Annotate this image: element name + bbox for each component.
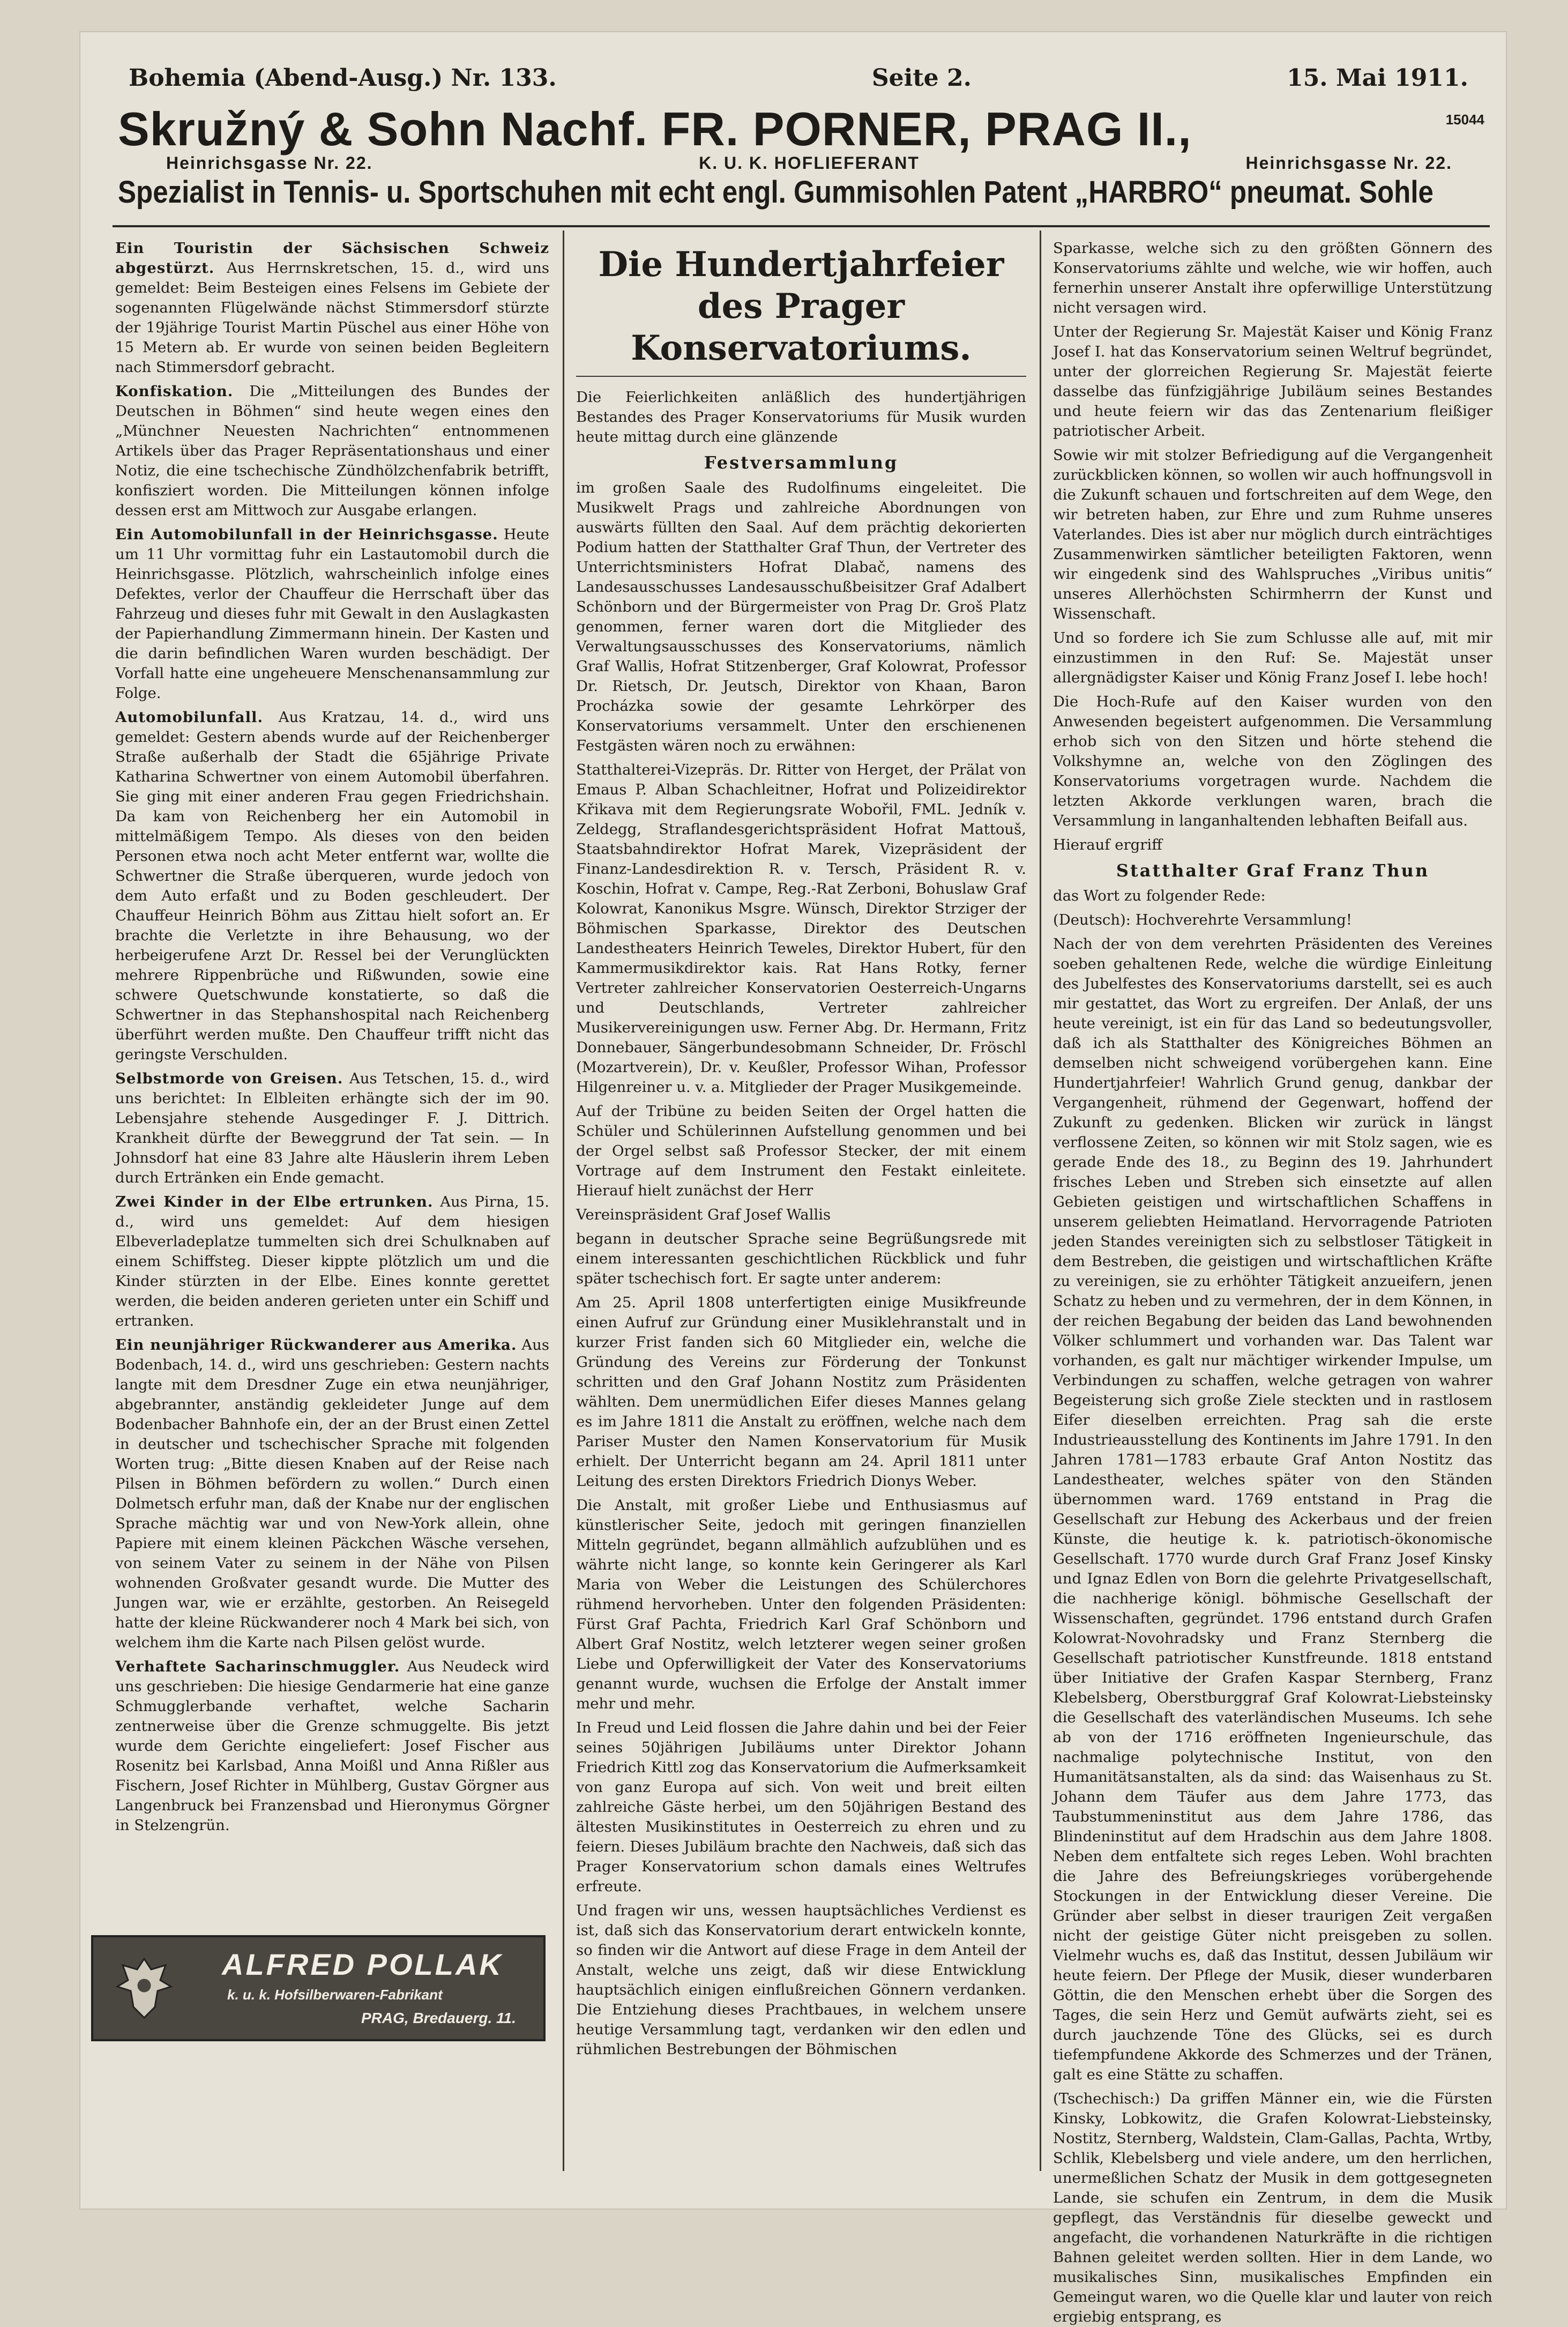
article-paragraph: das Wort zu folgender Rede: — [1053, 887, 1266, 904]
article-continued-part-b — [1053, 886, 1492, 2327]
news-item-text: Aus Pirna, 15. d., wird uns gemeldet: Auf dem hiesigen Elbeverladeplatze tummelten sich drei Schulknaben auf einem Schiffsteg. Dieser kippte plötzlich um und die Kinder stürzten in der Elbe. Eines konnte gerettet werden, die beiden anderen gerieten unter ein Schiff und ertranken. — [115, 1193, 549, 1329]
ad-address-left: Heinrichsgasse Nr. 22. — [166, 153, 373, 173]
ad-address-right: Heinrichsgasse Nr. 22. — [1245, 153, 1452, 173]
article-paragraph: Nach der von dem verehrten Präsidenten des Vereines soeben gehaltenen Rede, welche die würdige Einleitung des Jubelfestes des Konservatoriums darstellt, sei es auch mir gestattet, das Wort zu ergreifen. Der Anlaß, der uns heute vereinigt, ist ein für das Land so bedeutungsvoller, daß ich als Statthalter des Königreiches Böhmen an demselben nicht schweigend vorübergehen kann. Eine Hundertjahrfeier! Wahrlich Grund genug, dankbar der Vergangenheit, rühmend der Gegenwart, hoffend der Zukunft zu gedenken. Blicken wir zurück in längst verflossene Zeiten, so können wir mit Stolz sagen, wie es gerade Ende des 18., zu Beginn des 19. Jahrhundert frisches Leben und Streben sich einsetzte auf allen Gebieten geistigen und wirtschaftlichen Schaffens in unserem geliebten Heimatland. Hervorragende Patrioten jeden Standes vereinigten sich zu selbstloser Tätigkeit in dem Bestreben, die geistigen und wirtschaftlichen Kräfte zu vereinigen, sie zu erhöhter Tätigkeit anzueifern, jenen Schatz zu heben und zu vermehren, der in dem Können, in der reichen Begabung der beiden das Land bewohnenden Völker schlummert und vorhanden war. Das Talent war vorhanden, es galt nur mächtiger wirkender Impulse, um Verbindungen zu schaffen, welche getragen von wahrer Begeisterung sich große Ziele steckten und in rastlosem Eifer dieselben erreichten. Prag sah die erste Industrieausstellung des Kontinents im Jahre 1791. In den Jahren 1781—1783 erbaute Graf Anton Nostitz das Landestheater, welches später von den Ständen übernommen ward. 1769 entstand in Prag die Gesellschaft zur Hebung des Ackerbaus und der freien Künste, die heutige k. k. patriotisch-ökonomische Gesellschaft. 1770 wurde durch Graf Franz Josef Kinsky und Ignaz Edlen von Born die gelehrte Privatgesellschaft, die nachherige königl. böhmische Gesellschaft der Wissenschaften, gegründet. 1796 entstand durch Grafen Kolowrat-Novohradsky und Franz Sternberg die Gesellschaft patriotischer Kunstfreunde. 1818 entstand über Initiative der Grafen Kaspar Sternberg, Franz Klebelsberg, Oberstburggraf Graf Kolowrat-Liebsteinsky die Gesellschaft des vaterländischen Museums. Ich sehe ab von der 1716 eröffneten Ingenieurschule, das nachmalige polytechnische Institut, von den Humanitätsanstalten, als da sind: das Waisenhaus zu St. Johann dem Täufer aus dem Jahre 1773, das Taubstummeninstitut aus dem Jahre 1786, das Blindeninstitut auf dem Hradschin aus dem Jahre 1808. Neben dem entfaltete sich reges Leben. Wohl brachten die Jahre des Befreiungskrieges vorübergehende Stockungen in der Entwicklung dieser Vereine. Die Gründer aber selbst in dieser traurigen Zeit vergaßen nicht der geistige Güter nicht preisgeben zu sollen. Vielmehr wuchs es, daß das Institut, dessen Jubiläum wir heute feiern. Der Pflege der Musik, dieser wunderbaren Göttin, die den Menschen erhebt über die Sorgen des Tages, die sein Herz und Gemüt aufwärts zieht, sei es durch jauchzende Töne des Glücks, sei es durch tiefempfundene Akkorde des Schmerzes und der Tränen, galt es eine Stätte zu schaffen. — [1053, 935, 1492, 2083]
news-item-heading: Ein Automobilunfall in der Heinrichsgasse. — [115, 526, 498, 543]
article-paragraph: (Deutsch): Hochverehrte Versammlung! — [1053, 911, 1352, 928]
news-item-heading: Konfiskation. — [115, 383, 234, 400]
article-paragraph: Und so fordere ich Sie zum Schlusse alle auf, mit mir einzustimmen in den Ruf: Se. Majestät unser allergnädigster Kaiser und König Franz Josef I. lebe hoch! — [1053, 629, 1492, 686]
ad-slogan: Spezialist in Tennis- u. Sportschuhen mit echt engl. Gummisohlen Patent „HARBRO“ pneumat. Sohle — [118, 175, 1433, 210]
news-item-text: Aus Bodenbach, 14. d., wird uns geschrieben: Gestern nachts langte mit dem Dresdner Zuge ein etwa neunjähriger, abgebrannter, anständig gekleideter Junge auf dem Bodenbacher Bahnhofe ein, der an der Brust einen Zettel in deutscher und tschechischer Sprache mit folgenden Worten trug: „Bitte diesen Knaben auf der Reise nach Pilsen in Böhmen befördern zu wollen.“ Durch einen Dolmetsch erfuhr man, daß der Knabe nur der englischen Sprache mächtig war und von New-York allein, ohne Papiere mit einem kleinen Päckchen Wäsche versehen, von seinem Vater zu seinem in der Nähe von Pilsen wohnenden Großvater gesandt wurde. Die Mutter des Jungen war, wie er erzählte, gestorben. An Reisegeld hatte der kleine Rückwanderer noch 4 Mark bei sich, von welchem ihm die Karte nach Pilsen gelöst wurde. — [115, 1336, 549, 1651]
news-item-text: Aus Tetschen, 15. d., wird uns berichtet: In Elbleiten erhängte sich der im 90. Lebensjahre stehende Ausgedinger F. J. Dittrich. Krankheit dürfte der Beweggrund der Tat sein. — In Johnsdorf hat eine 83 Jahre alte Häuslerin ihrem Leben durch Ertränken ein Ende gemacht. — [115, 1070, 550, 1186]
article-paragraph: Sparkasse, welche sich zu den größten Gönnern des Konservatoriums zählte und welche, wie wir hoffen, auch fernerhin unserer Anstalt ihre opferwillige Unterstützung nicht versagen wird. — [1053, 240, 1492, 316]
news-item — [115, 1069, 549, 1188]
article-paragraph: (Tschechisch:) Da griffen Männer ein, wie die Fürsten Kinsky, Lobkowitz, die Grafen Kolowrat-Liebsteinsky, Nostitz, Sternberg, Waldstein, Clam-Gallas, Pachta, Wrtby, Schlik, Klebelsberg und viele andere, um den herrlichen, unermeßlichen Schatz der Musik in dem gottgesegneten Lande, sie schufen ein Zentrum, in dem die Musik gepflegt, das Verständnis für dieselbe geweckt und angefacht, die vorhandenen Naturkräfte in die richtigen Bahnen geleitet werden sollten. Hier in dem Lande, wo musikalisches Sinn, musikalisches Empfinden ein Gemeingut waren, wo die Quelle klar und lauter von reich ergiebig entsprang, es — [1053, 2090, 1492, 2325]
ad-code: 15044 — [1445, 111, 1484, 128]
article-body — [576, 478, 1026, 2060]
news-item — [115, 1335, 549, 1653]
ad-firm-name: Skružný & Sohn Nachf. FR. PORNER, PRAG II., — [118, 102, 1192, 155]
news-item — [115, 382, 549, 521]
column-local-news — [115, 239, 549, 2184]
news-item-heading: Automobilunfall. — [115, 709, 264, 726]
news-item-heading: Zwei Kinder in der Elbe ertrunken. — [115, 1193, 434, 1210]
article-paragraph: Die Anstalt, mit großer Liebe und Enthusiasmus auf künstlerischer Seite, jedoch mit geringen finanziellen Mitteln gegründet, begann allmählich aufzublühen und es währte nicht lange, so konnte kein Geringerer als Karl Maria von Weber die Leistungen des Schülerchores rühmend hervorheben. Unter den folgenden Präsidenten: Fürst Graf Pachta, Friedrich Karl Graf Schönborn und Albert Graf Nostitz, welch letzterer wegen seiner großen Liebe und Opferwilligkeit der Vater des Konservatoriums genannt wurde, wuchsen die Erfolge der Anstalt immer mehr und mehr. — [576, 1497, 1026, 1712]
article-paragraph: Statthalterei-Vizepräs. Dr. Ritter von Herget, der Prälat von Emaus P. Alban Schachleitner, Hofrat und Polizeidirektor Křikava mit dem Regierungsrate Wobořil, FML. Jedník v. Zeldegg, Straflandesgerichtspräsident Hofrat Mattouš, Staatsbahndirektor Hofrat Marek, Vizepräsident der Finanz-Landesdirektion R. v. Tersch, Präsident R. v. Koschin, Hofrat v. Campe, Reg.-Rat Zerboni, Bohuslaw Graf Kolowrat, Kanonikus Msgre. Wünsch, Direktor Strziger der Böhmischen Sparkasse, Direktor des Deutschen Landestheaters Heinrich Teweles, Direktor Hubert, für den Kammermusikdirektor kais. Rat Hans Rotky, ferner Vertreter zahlreicher Konservatorien Oesterreich-Ungarns und Deutschlands, Vertreter zahlreicher Musikervereinigungen usw. Ferner Abg. Dr. Hermann, Fritz Donnebauer, Sängerbundesobmann Schneider, Dr. Fröschl (Mozartverein), Dr. v. Keußler, Professor Wihan, Professor Hilgenreiner u. v. a. Mitglieder der Prager Musikgemeinde. — [576, 761, 1026, 1096]
header-date: 15. Mai 1911. — [1287, 64, 1468, 92]
article-paragraph: Sowie wir mit stolzer Befriedigung auf die Vergangenheit zurückblicken können, so wollen wir auch hoffnungsvoll in die Zukunft schauen und fortschreiten auf dem Wege, den wir betreten haben, zur Ehre und zum Ruhme unseres Vaterlandes. Dies ist aber nur möglich durch einträchtiges Zusammenwirken sämtlicher beteiligten Faktoren, wenn wir eingedenk sind des Wahlspruches „Viribus unitis“ unseres Allerhöchsten Schirmherrn der Kunst und Wissenschaft. — [1053, 447, 1492, 622]
news-item-heading: Ein neunjähriger Rückwanderer aus Amerika. — [115, 1336, 517, 1354]
advertisement-pollak — [91, 1935, 546, 2041]
header-publication: Bohemia (Abend-Ausg.) Nr. 133. — [129, 64, 557, 92]
article-paragraph: Und fragen wir uns, wessen hauptsächliches Verdienst es ist, daß sich das Konservatorium derart entwickeln konnte, so finden wir die Antwort auf diese Frage in dem Anteil der Anstalt, welche uns zeigt, daß wir diese Entwicklung hauptsächlich einigen einflußreichen Gönnern verdanken. Die Entziehung dieses Prachtbaues, in welchem unsere heutige Versammlung tagt, verdanken wir den edlen und rühmlichen Bestrebungen der Böhmischen — [576, 1902, 1026, 2058]
column-rule-2 — [1040, 231, 1041, 2171]
article-intro: Die Feierlichkeiten anläßlich des hundertjährigen Bestandes des Prager Konservatoriums für Musik wurden heute mittag durch eine glänzende — [576, 389, 1026, 445]
article-paragraph: Am 25. April 1808 unterfertigten einige Musikfreunde einen Aufruf zur Gründung einer Musiklehranstalt und in kurzer Frist fanden sich 60 Mitglieder ein, welche die Gründung des Vereins zur Förderung der Tonkunst schritten und den Graf Johann Nostitz zum Präsidenten wählten. Dem unermüdlichen Eifer dieses Mannes gelang es im Jahre 1811 die Anstalt zu eröffnen, welche nach dem Pariser Muster den Namen Konservatorium für Musik erhielt. Der Unterricht begann am 24. April 1811 unter Leitung des ersten Direktors Friedrich Dionys Weber. — [576, 1294, 1026, 1490]
news-item — [115, 525, 549, 703]
news-item-heading: Selbstmorde von Greisen. — [115, 1070, 344, 1087]
header-page-number: Seite 2. — [871, 64, 972, 92]
eagle-emblem-icon — [115, 1953, 174, 2023]
news-item — [115, 239, 549, 377]
ad-pollak-name: ALFRED POLLAK — [222, 1947, 503, 1981]
column-rule-1 — [563, 231, 564, 2171]
column-conservatory-continued — [1053, 239, 1492, 2325]
news-item — [115, 708, 549, 1065]
header-rule — [113, 225, 1490, 227]
ad-address-line — [118, 153, 1490, 173]
news-item-text: Heute um 11 Uhr vormittag fuhr ein Lastautomobil durch die Heinrichsgasse. Plötzlich, wahrscheinlich infolge eines Defektes, verlor der Chauffeur die Herrschaft über das Fahrzeug und dieses fuhr mit Gewalt in den Auslagkasten der Papierhandlung Zimmermann hinein. Der Kasten und die darin befindlichen Waren wurden beschädigt. Der Vorfall hatte eine ungeheuere Menschenansammlung zur Folge. — [115, 526, 549, 702]
article-paragraph: Die Hoch-Rufe auf den Kaiser wurden von den Anwesenden begeistert aufgenommen. Die Versammlung erhob sich von den Sitzen und hörte stehend die Volkshymne an, welche von den Zöglingen des Konservatoriums vorgetragen wurde. Nachdem die letzten Akkorde verklungen waren, brach die Versammlung in langanhaltenden lebhaften Beifall aus. — [1053, 693, 1492, 829]
article-paragraph: Vereinspräsident Graf Josef Wallis — [576, 1206, 831, 1223]
article-paragraph: In Freud und Leid flossen die Jahre dahin und bei der Feier seines 50jährigen Jubiläums unter Direktor Johann Friedrich Kittl zog das Konservatorium die Aufmerksamkeit von ganz Europa auf sich. Von weit und breit eilten zahlreiche Gäste herbei, um den 50jährigen Bestand des ältesten Musikinstitutes in Oesterreich zu ehren und zu feiern. Dieses Jubiläum brachte den Nachweis, daß sich das Prager Konservatorium schon damals eines Weltrufes erfreute. — [576, 1719, 1026, 1895]
ad-pollak-address: PRAG, Bredauerg. 11. — [361, 2010, 516, 2026]
news-item-text: Die „Mitteilungen des Bundes der Deutschen in Böhmen“ sind heute wegen eines den „Münchner Neuesten Nachrichten“ entnommenen Artikels über das Prager Repräsentationshaus und einer Notiz, die eine tschechische Zündhölzchenfabrik betrifft, konfisziert worden. Die Mitteilungen können infolge dessen erst am Mittwoch zur Ausgabe erlangen. — [115, 383, 549, 519]
section-heading-festversammlung: Festversammlung — [704, 452, 899, 473]
ad-court-supplier: K. U. K. HOFLIEFERANT — [699, 153, 920, 173]
advertisement-porner — [118, 102, 1490, 214]
article-paragraph: Auf der Tribüne zu beiden Seiten der Orgel hatten die Schüler und Schülerinnen Aufstellung genommen und bei der Orgel selbst saß Professor Stecker, der mit einem Vortrage auf dem Instrument den Festakt einleitete. Hierauf hielt zunächst der Herr — [576, 1103, 1026, 1199]
news-item — [115, 1657, 549, 1835]
news-item-heading: Verhaftete Sacharinschmuggler. — [115, 1658, 400, 1675]
news-item-text: Aus Herrnskretschen, 15. d., wird uns gemeldet: Beim Besteigen eines Felsens im Gebiete der sogenannten Flügelwände nächst Stimmersdorf stürzte der 19jährige Tourist Martin Püschel aus einer Höhe von 15 Metern ab. Er wurde von seinen beiden Begleitern nach Stimmersdorf gebracht. — [115, 259, 549, 376]
running-header — [129, 59, 1468, 96]
article-continued-part-a — [1053, 239, 1492, 855]
news-item-text: Aus Neudeck wird uns geschrieben: Die hiesige Gendarmerie hat eine ganze Schmugglerbande verhaftet, welche Sacharin zentnerweise über die Grenze schmuggelte. Bis jetzt wurde dem Gerichte eingeliefert: Josef Fischer aus Rosenitz bei Karlsbad, Anna Moißl und Anna Rißler aus Fischern, Josef Richter in Mühlberg, Gustav Görgner aus Langenbruck bei Franzensbad und Hieronymus Görgner in Stelzengrün. — [115, 1658, 549, 1834]
article-paragraph: im großen Saale des Rudolfinums eingeleitet. Die Musikwelt Prags und zahlreiche Abordnungen von auswärts füllten den Saal. Auf dem prächtig dekorierten Podium hatten der Statthalter Graf Thun, der Vertreter des Unterrichtsministers Hofrat Dlabač, namens des Landesausschusses Landesausschußbeisitzer Graf Adalbert Schönborn und der Bürgermeister von Prag Dr. Groš Platz genommen, ferner waren dort die Mitglieder des Verwaltungsausschusses des Konservatoriums, nämlich Graf Wallis, Hofrat Stitzenberger, Graf Kolowrat, Professor Dr. Rietsch, Dr. Jeutsch, Direktor von Khaan, Baron Procházka sowie der gesamte Lehrkörper des Konservatoriums versammelt. Unter den erschienenen Festgästen wären noch zu erwähnen: — [576, 479, 1026, 754]
column-conservatory-article — [576, 239, 1026, 2184]
article-paragraph: begann in deutscher Sprache seine Begrüßungsrede mit einem interessanten geschichtlichen Rückblick und fuhr später tschechisch fort. Er sagte unter anderem: — [576, 1230, 1026, 1287]
news-item-text: Aus Kratzau, 14. d., wird uns gemeldet: Gestern abends wurde auf der Reichenberger Straße außerhalb der Stadt die 65jährige Private Katharina Schwertner von einem Automobil überfahren. Sie ging mit einer anderen Frau gegen Friedrichshain. Da kam von Reichenberg her ein Automobil in mittelmäßigem Tempo. Als dieses von den beiden Personen etwa noch acht Meter entfernt war, wollte die Schwertner die Straße überqueren, wurde jedoch von dem Auto erfaßt und zu Boden geschleudert. Der Chauffeur Heinrich Böhm aus Zittau hielt sofort an. Er brachte die Verletzte in ihre Behausung, wo der herbeigerufene Arzt Dr. Ressel bei der Verunglückten mehrere Rippenbrüche und Rißwunden, sowie eine schwere Quetschwunde konstatierte, so daß die Schwertner in das Stephanshospital nach Reichenberg überführt werden mußte. Den Chauffeur trifft nicht das geringste Verschulden. — [115, 709, 549, 1063]
article-title: Die Hundertjahrfeier des Prager Konservatoriums. — [576, 244, 1026, 377]
ad-pollak-trade: k. u. k. Hofsilberwaren-Fabrikant — [227, 1987, 443, 2003]
news-item-heading: Ein Touristin der Sächsischen Schweiz abgestürzt. — [115, 240, 549, 277]
news-item — [115, 1192, 549, 1331]
article-paragraph: Hierauf ergriff — [1053, 836, 1162, 853]
article-paragraph: Unter der Regierung Sr. Majestät Kaiser und König Franz Josef I. hat das Konservatorium seinen Weltruf begründet, unter der glorreichen Regierung Sr. Majestät feierte dasselbe das fünfzigjährige Jubiläum seines Bestandes und heute feiern wir das das Zentenarium fleißiger patriotischer Arbeit. — [1053, 323, 1492, 440]
section-heading-statthalter: Statthalter Graf Franz Thun — [1116, 860, 1430, 881]
newspaper-page — [80, 32, 1506, 2325]
